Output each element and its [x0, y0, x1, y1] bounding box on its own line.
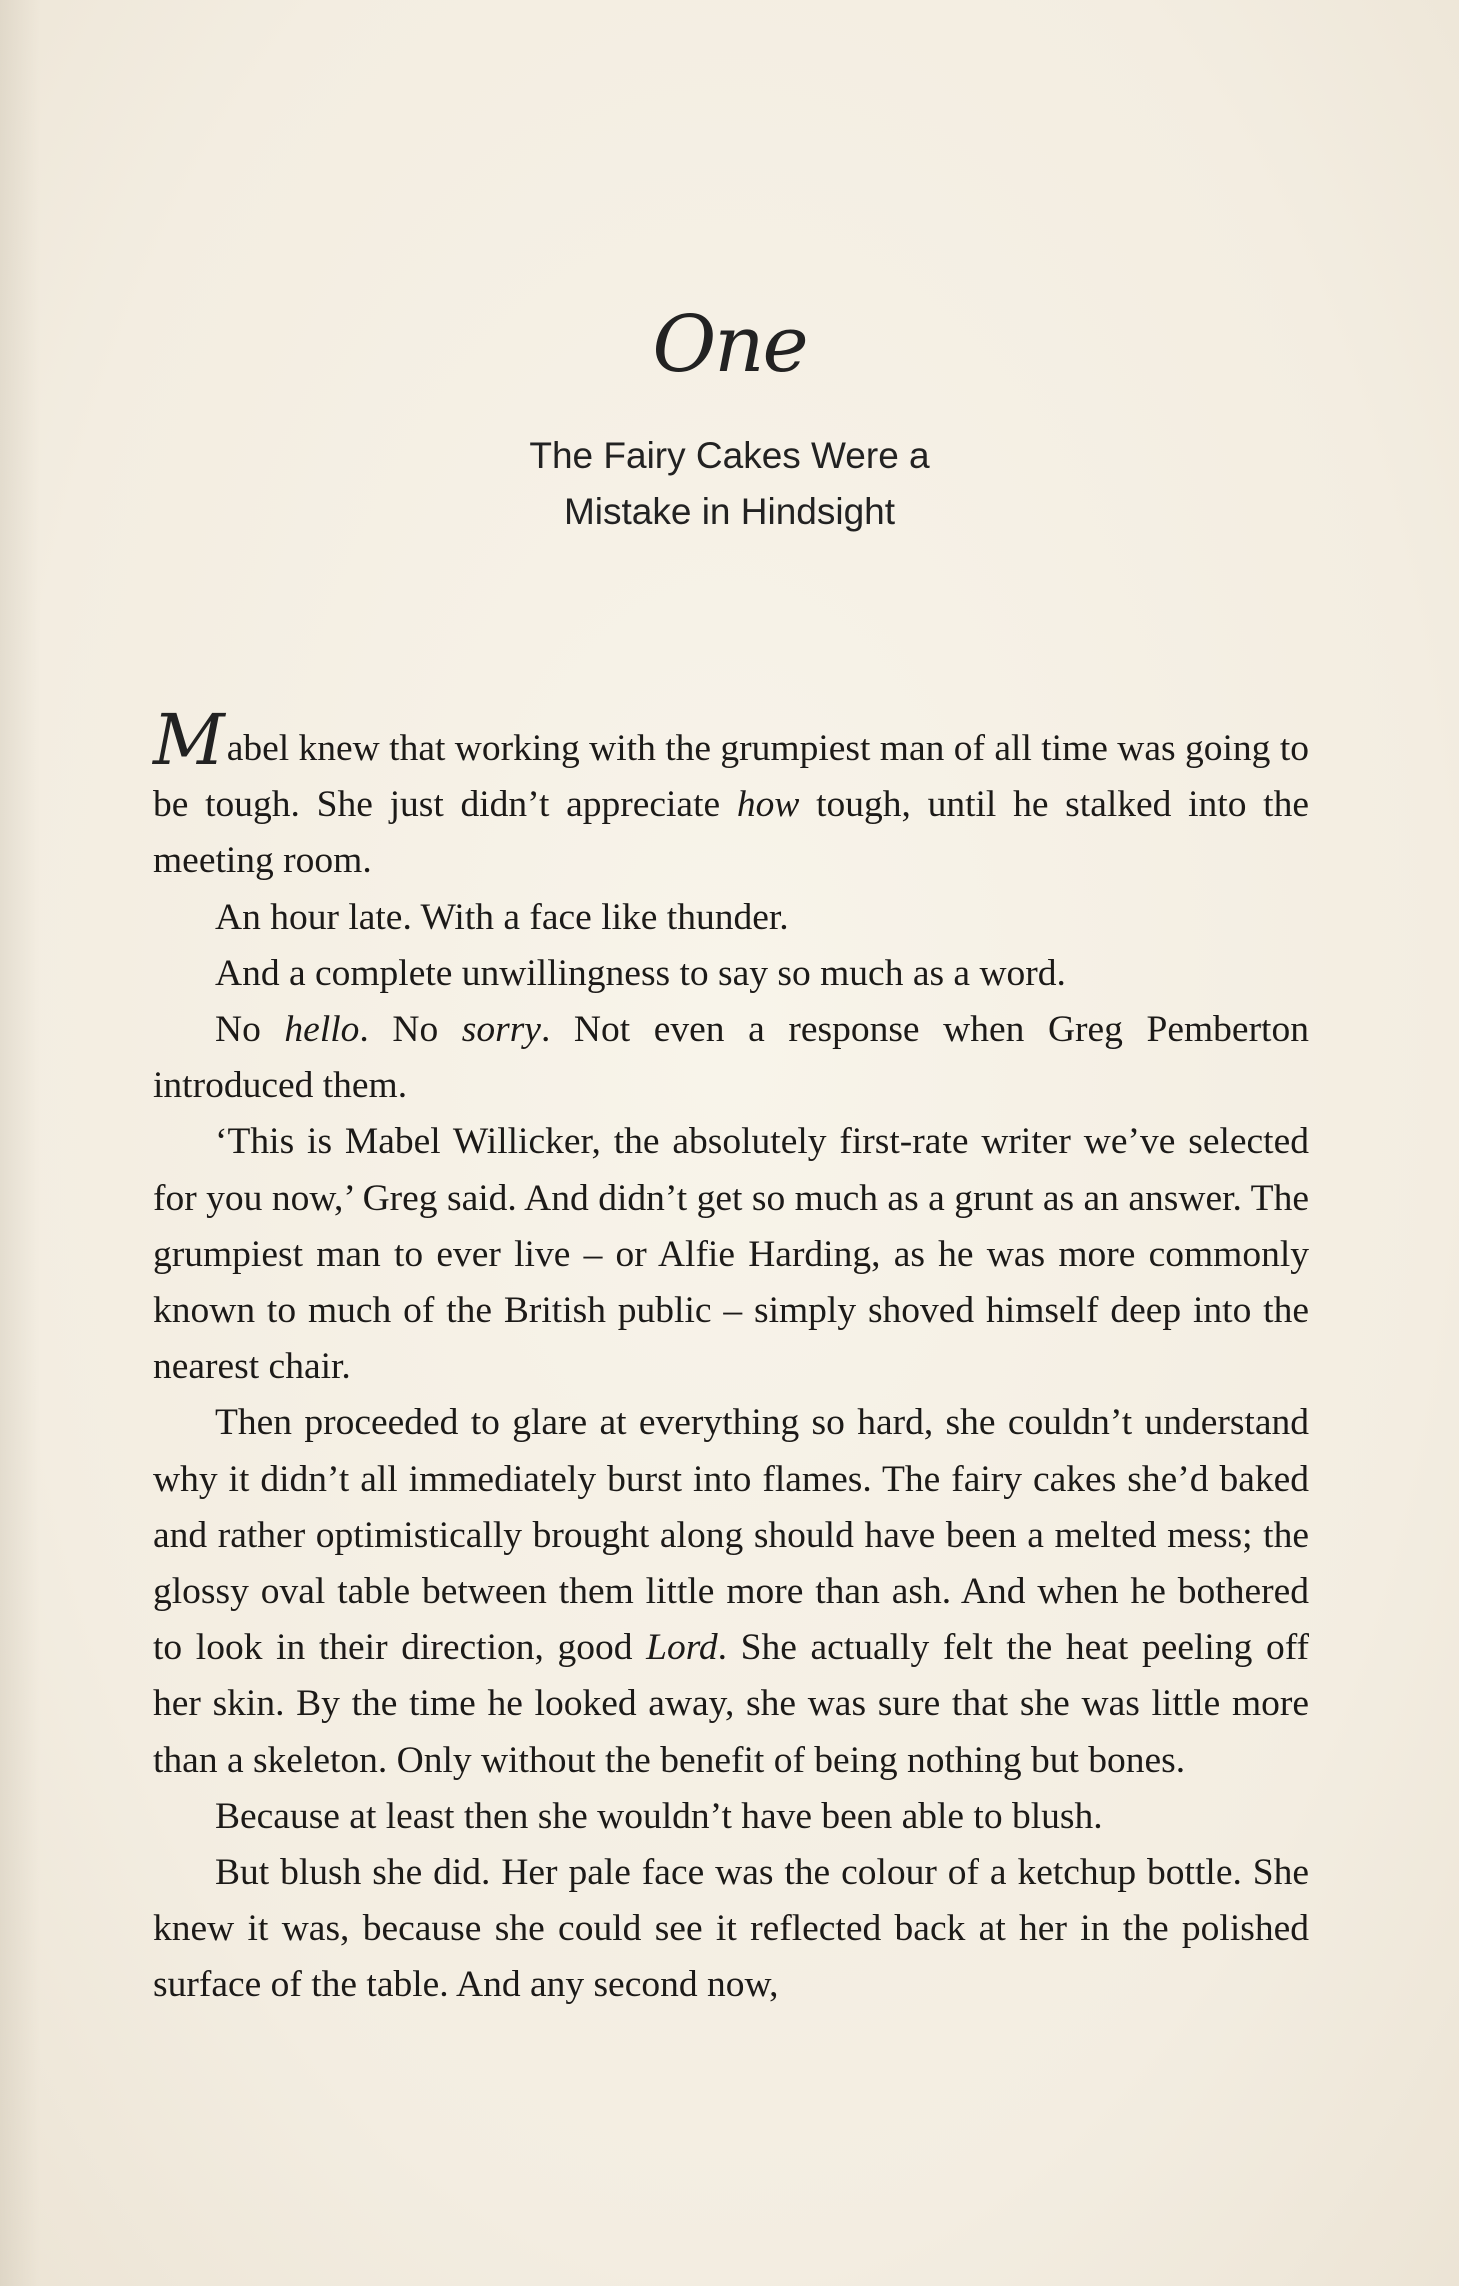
paragraph-7: Because at least then she wouldn’t have been able to blush.: [215, 1795, 1103, 1837]
chapter-title-line-1: The Fairy Cakes Were a: [529, 435, 930, 476]
paragraph-6-text-b: . She actually felt the heat peeling off her skin. By the time he looked away, she was sure that she was little more than a skeleton. Only without the benefit of being nothing but bones.: [153, 1627, 1309, 1781]
chapter-number: One: [652, 300, 807, 390]
paragraph-4-text-c: . Not even a response when Greg Pemberton introduced them.: [153, 1009, 1309, 1107]
paragraph-6-emphasis: Lord: [646, 1627, 718, 1669]
paragraph-4-emphasis-1: hello: [284, 1009, 360, 1051]
paragraph-5: ‘This is Mabel Willicker, the absolutely first-rate writer we’ve selected for you now,’ Greg said. And didn’t get so much as a grunt as an answer. The grumpiest man to ever live – or Alfie Harding, as he was more commonly known to much of the British public – simply shoved himself deep into the nearest chair.: [153, 1121, 1309, 1388]
paragraph-2: An hour late. With a face like thunder.: [215, 896, 789, 938]
paragraph-1-emphasis: how: [736, 784, 800, 826]
paragraph-4-text-a: No: [215, 1009, 285, 1051]
drop-cap: M: [153, 699, 225, 781]
paragraph-8: But blush she did. Her pale face was the colour of a ketchup bottle. She knew it was, because she could see it reflected back at her in the polished surface of the table. And any second now,: [153, 1852, 1309, 2006]
paragraph-1-text-a: abel knew that working with the grumpiest man of all time was going to be tough. She just didn’t appreciate: [153, 728, 1309, 826]
paragraph-1-text-b: tough, until he stalked into the meeting room.: [153, 784, 1309, 882]
paragraph-6: [153, 1395, 1309, 1788]
paragraph-3: And a complete unwillingness to say so much as a word.: [215, 952, 1066, 994]
body-text: [153, 699, 1309, 2014]
chapter-title-line-2: Mistake in Hindsight: [563, 491, 896, 532]
paragraph-4: [153, 1002, 1309, 1114]
paragraph-6-text-a: Then proceeded to glare at everything so hard, she couldn’t understand why it didn’t all immediately burst into flames. The fairy cakes she’d baked and rather optimistically brought along should have been a melted mess; the glossy oval table between them little more than ash. And when he bothered to look in their direction, good: [153, 1402, 1309, 1669]
chapter-title: [0, 428, 1459, 540]
paragraph-4-text-b: . No: [359, 1009, 462, 1051]
paragraph-4-emphasis-2: sorry: [461, 1009, 541, 1051]
paragraph-1: [153, 699, 1309, 890]
